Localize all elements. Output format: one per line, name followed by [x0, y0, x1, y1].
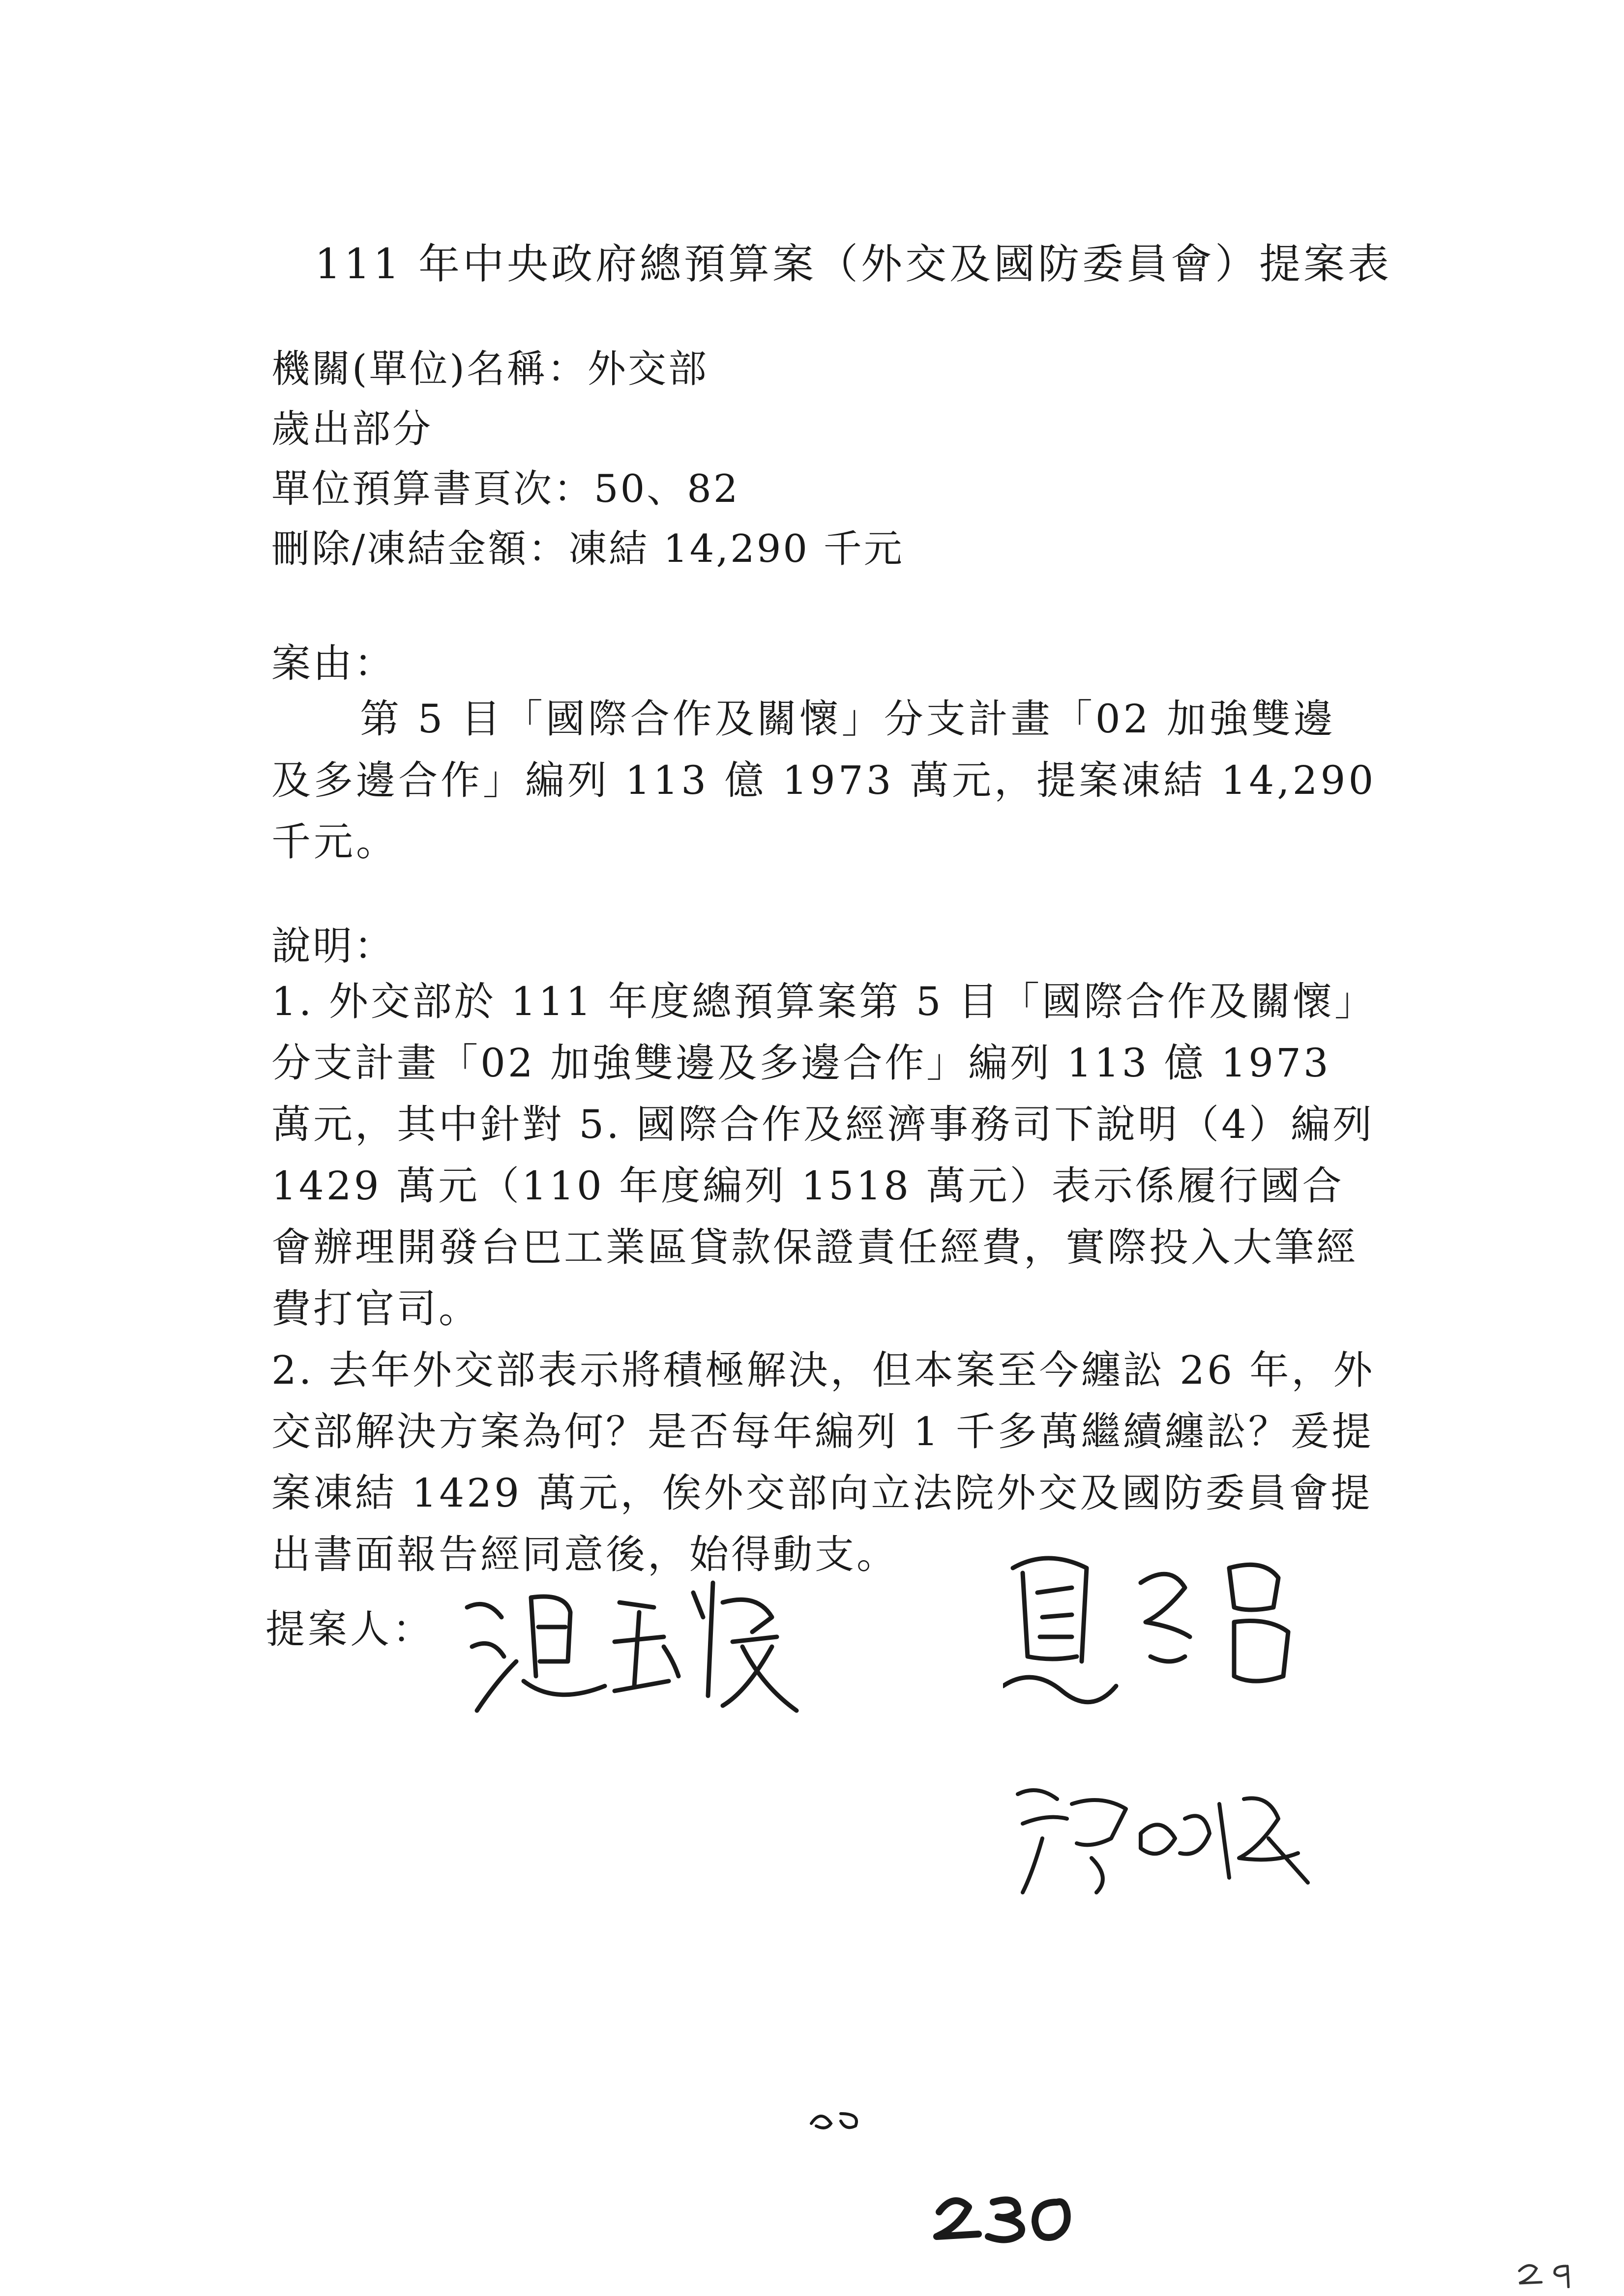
agency-line: 機關(單位)名稱：外交部: [271, 347, 709, 391]
handwritten-corner-number: [1514, 2259, 1583, 2290]
signature-1: [457, 1563, 801, 1720]
description-item-1: 1. 外交部於 111 年度總預算案第 5 目「國際合作及關懷」分支計畫「02 加強雙邊及多邊合作」編列 113 億 1973 萬元，其中針對 5. 國際合作及經濟事務司下說明（4）編列 1429 萬元（110 年度編列 1518 萬元）表示係履行國合會辦理開發台巴工業區貸款保證責任經費，實際投入大筆經費打官司。: [271, 979, 1377, 1332]
reason-heading: 案由：: [271, 640, 395, 686]
meta-block: [271, 339, 904, 579]
document-title: 111 年中央政府總預算案（外交及國防委員會）提案表: [315, 240, 1392, 288]
small-handwritten-mark: [806, 2104, 865, 2135]
signature-3: [1013, 1765, 1328, 1902]
description-list: [271, 971, 1383, 1585]
reason-text: 第 5 目「國際合作及關懷」分支計畫「02 加強雙邊及多邊合作」編列 113 億 1973 萬元，提案凍結 14,290 千元。: [271, 696, 1377, 865]
description-item-2: 2. 去年外交部表示將積極解決，但本案至今纏訟 26 年，外交部解決方案為何？是否每年編列 1 千多萬繼續纏訟？爰提案凍結 1429 萬元，俟外交部向立法院外交及國防委員會提出書面報告經同意後，始得動支。: [271, 1347, 1375, 1577]
signature-2: [1003, 1539, 1308, 1735]
freeze-amount-line: 刪除/凍結金額：凍結 14,290 千元: [271, 527, 904, 571]
handwritten-page-number: [929, 2187, 1077, 2248]
proposer-label: 提案人：: [266, 1606, 435, 1652]
description-heading: 說明：: [271, 923, 395, 969]
category-line: 歲出部分: [271, 407, 433, 451]
budget-pages-line: 單位預算書頁次：50、82: [271, 467, 740, 511]
